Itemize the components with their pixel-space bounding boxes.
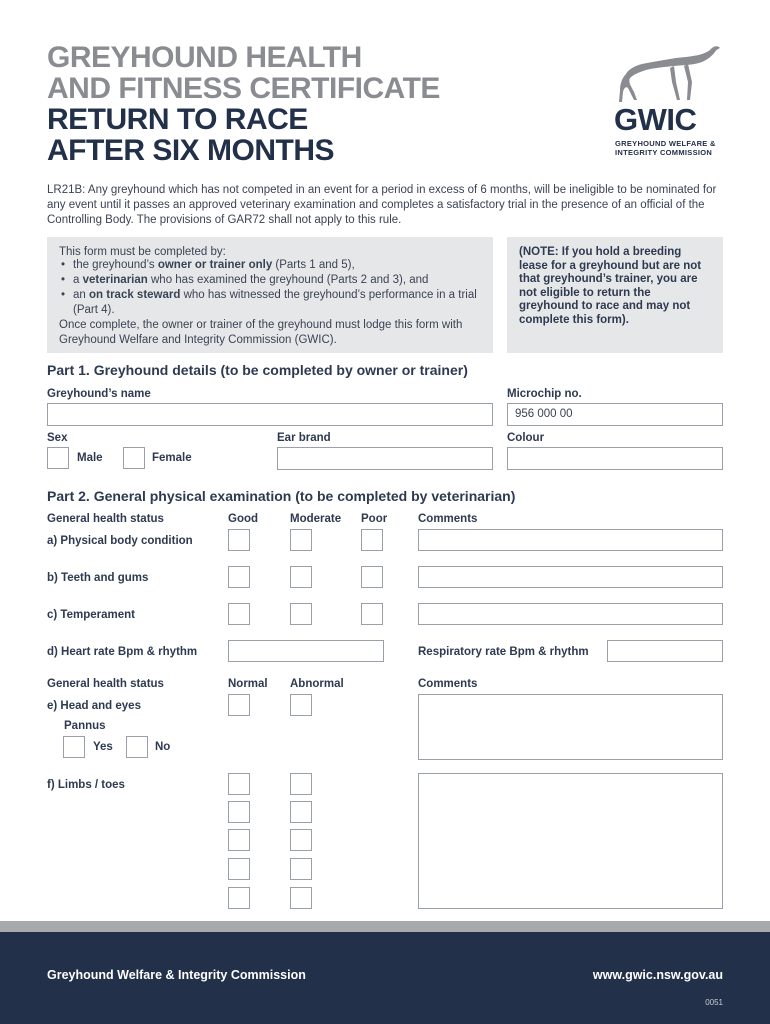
pannus-yes-label: Yes	[93, 741, 113, 753]
male-label: Male	[77, 452, 103, 464]
teeth-poor-checkbox[interactable]	[361, 566, 383, 588]
footer	[0, 932, 770, 1024]
moderate-column-label: Moderate	[290, 513, 342, 525]
heart-rate-label: d) Heart rate Bpm & rhythm	[47, 646, 198, 658]
good-column-label: Good	[228, 513, 259, 525]
footer-form-code: 0051	[705, 998, 723, 1007]
colour-label: Colour	[507, 432, 545, 444]
comments-column-label-2: Comments	[418, 678, 478, 690]
head-eyes-label: e) Head and eyes	[47, 700, 141, 712]
female-label: Female	[152, 452, 192, 464]
normal-column-label: Normal	[228, 678, 268, 690]
title-line-1: GREYHOUND HEALTH	[47, 41, 362, 74]
greyhound-name-label: Greyhound’s name	[47, 388, 151, 400]
colour-field[interactable]	[507, 447, 723, 470]
pannus-yes-checkbox[interactable]	[63, 736, 85, 758]
temperament-label: c) Temperament	[47, 609, 135, 621]
limbs-normal-checkbox[interactable]	[228, 887, 250, 909]
limbs-abnormal-checkbox[interactable]	[290, 829, 312, 851]
abnormal-column-label: Abnormal	[290, 678, 344, 690]
poor-column-label: Poor	[361, 513, 388, 525]
instructions-closing: Once complete, the owner or trainer of the greyhound must lodge this form with Greyhound Welfare and Integrity Commission (GWIC).	[59, 319, 463, 346]
comments-column-label: Comments	[418, 513, 478, 525]
logo-subtitle-1: GREYHOUND WELFARE &	[615, 139, 716, 148]
physical-comments-field[interactable]	[418, 529, 723, 551]
microchip-label: Microchip no.	[507, 388, 582, 400]
sex-label: Sex	[47, 432, 68, 444]
heart-rate-field[interactable]	[228, 640, 384, 662]
male-checkbox[interactable]	[47, 447, 69, 469]
limbs-comments-field[interactable]	[418, 773, 723, 909]
physical-moderate-checkbox[interactable]	[290, 529, 312, 551]
limbs-normal-checkbox[interactable]	[228, 858, 250, 880]
instructions-item: • an on track steward who has witnessed the greyhound’s performance in a trial (Part 4).	[59, 288, 481, 318]
page-title	[47, 42, 440, 166]
logo-text: GWIC	[614, 102, 697, 137]
limbs-abnormal-checkbox[interactable]	[290, 773, 312, 795]
instructions-item: • a veterinarian who has examined the greyhound (Parts 2 and 3), and	[59, 273, 481, 288]
title-line-4: AFTER SIX MONTHS	[47, 134, 335, 167]
gwic-logo	[612, 42, 727, 162]
note-text: (NOTE: If you hold a breeding lease for a greyhound but are not that greyhound’s trainer, you are not eligible to return the greyhound to race and may not complete this form).	[519, 246, 702, 326]
head-normal-checkbox[interactable]	[228, 694, 250, 716]
part1-heading: Part 1. Greyhound details (to be completed by owner or trainer)	[47, 362, 468, 378]
limbs-normal-checkbox[interactable]	[228, 773, 250, 795]
pannus-label: Pannus	[64, 720, 106, 732]
head-comments-field[interactable]	[418, 694, 723, 760]
intro-paragraph: LR21B: Any greyhound which has not competed in an event for a period in excess of 6 months, will be ineligible to be nominated for any event until it passes an approved veterinary examination and completes a satisfactory trial in the presence of an official of the Controlling Body. The provisions of GAR72 shall not apply to this rule.	[47, 184, 717, 226]
logo-subtitle-2: INTEGRITY COMMISSION	[615, 148, 713, 157]
instructions-lead: This form must be completed by:	[59, 246, 226, 258]
teeth-gums-label: b) Teeth and gums	[47, 572, 149, 584]
physical-poor-checkbox[interactable]	[361, 529, 383, 551]
limbs-abnormal-checkbox[interactable]	[290, 801, 312, 823]
note-box	[507, 237, 723, 353]
greyhound-name-field[interactable]	[47, 403, 493, 426]
title-line-3: RETURN TO RACE	[47, 103, 308, 136]
limbs-normal-checkbox[interactable]	[228, 829, 250, 851]
female-checkbox[interactable]	[123, 447, 145, 469]
footer-divider	[0, 921, 770, 932]
pannus-no-label: No	[155, 741, 171, 753]
pannus-no-checkbox[interactable]	[126, 736, 148, 758]
respiratory-rate-label: Respiratory rate Bpm & rhythm	[418, 646, 589, 658]
teeth-comments-field[interactable]	[418, 566, 723, 588]
temperament-moderate-checkbox[interactable]	[290, 603, 312, 625]
limbs-toes-label: f) Limbs / toes	[47, 779, 125, 791]
head-abnormal-checkbox[interactable]	[290, 694, 312, 716]
footer-org-name: Greyhound Welfare & Integrity Commission	[47, 968, 306, 982]
health-status-label: General health status	[47, 513, 164, 525]
temperament-comments-field[interactable]	[418, 603, 723, 625]
footer-website-link[interactable]: www.gwic.nsw.gov.au	[592, 968, 723, 982]
instructions-list	[59, 258, 481, 318]
physical-good-checkbox[interactable]	[228, 529, 250, 551]
temperament-good-checkbox[interactable]	[228, 603, 250, 625]
greyhound-icon	[614, 42, 724, 104]
instructions-box	[47, 237, 493, 353]
health-status-label-2: General health status	[47, 678, 164, 690]
ear-brand-field[interactable]	[277, 447, 493, 470]
microchip-field[interactable]: 956 000 00	[507, 403, 723, 426]
physical-body-label: a) Physical body condition	[47, 535, 193, 547]
teeth-moderate-checkbox[interactable]	[290, 566, 312, 588]
instructions-item: • the greyhound’s owner or trainer only (Parts 1 and 5),	[59, 258, 481, 273]
teeth-good-checkbox[interactable]	[228, 566, 250, 588]
limbs-abnormal-checkbox[interactable]	[290, 858, 312, 880]
limbs-abnormal-checkbox[interactable]	[290, 887, 312, 909]
limbs-normal-checkbox[interactable]	[228, 801, 250, 823]
part2-heading: Part 2. General physical examination (to be completed by veterinarian)	[47, 488, 516, 504]
title-line-2: AND FITNESS CERTIFICATE	[47, 72, 440, 105]
ear-brand-label: Ear brand	[277, 432, 331, 444]
temperament-poor-checkbox[interactable]	[361, 603, 383, 625]
respiratory-rate-field[interactable]	[607, 640, 723, 662]
